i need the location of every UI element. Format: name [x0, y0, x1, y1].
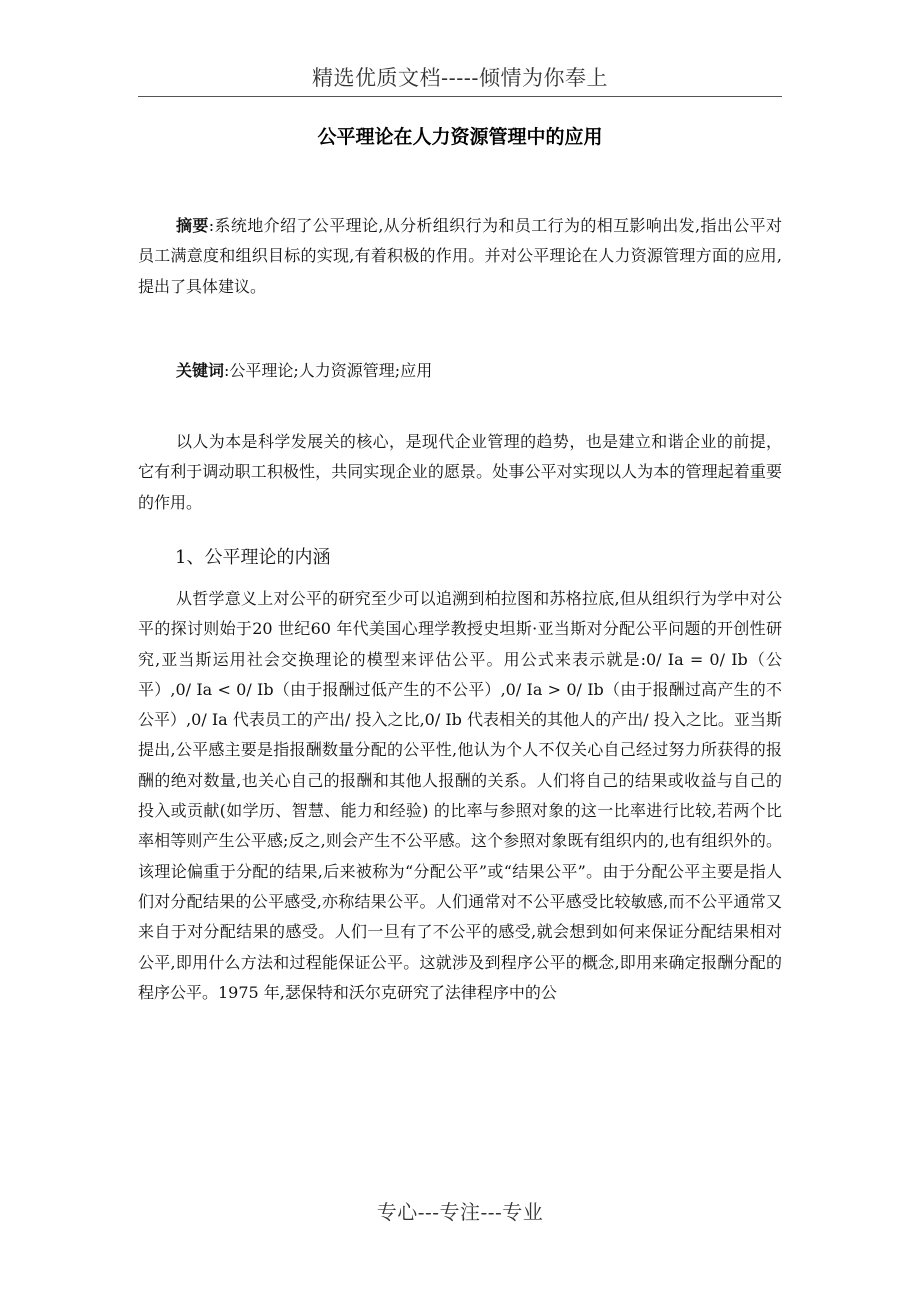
section-heading: 1、公平理论的内涵: [175, 547, 331, 568]
keywords-label: 关键词: [176, 361, 225, 380]
page-footer: 专心---专注---专业: [376, 1200, 544, 1224]
abstract-label: 摘要: [176, 216, 209, 235]
abstract-paragraph: [138, 211, 782, 302]
abstract-text: :系统地介绍了公平理论,从分析组织行为和员工行为的相互影响出发,指出公平对员工满意度和组织目标的实现,有着积极的作用。并对公平理论在人力资源管理方面的应用,提出了具体建议。: [138, 216, 782, 296]
keywords-paragraph: [138, 356, 782, 386]
intro-paragraph: 以人为本是科学发展关的核心，是现代企业管理的趋势，也是建立和谐企业的前提，它有利于调动职工积极性，共同实现企业的愿景。处事公平对实现以人为本的管理起着重要的作用。: [138, 432, 782, 512]
keywords-text: :公平理论;人力资源管理;应用: [224, 361, 433, 380]
document-title: 公平理论在人力资源管理中的应用: [317, 126, 603, 148]
section-paragraph: 从哲学意义上对公平的研究至少可以追溯到柏拉图和苏格拉底,但从组织行为学中对公平的探讨则始于20 世纪60 年代美国心理学教授史坦斯·亚当斯对分配公平问题的开创性研究,亚当斯运用社会交换理论的模型来评估公平。用公式来表示就是:0/ Ia = 0/ Ib（公平）,0/ Ia < 0/ Ib（由于报酬过低产生的不公平）,0/ Ia > 0/ Ib（由于报酬过高产生的不公平）,0/ Ia 代表员工的产出/ 投入之比,0/ Ib 代表相关的其他人的产出/ 投入之比。亚当斯提出,公平感主要是指报酬数量分配的公平性,他认为个人不仅关心自己经过努力所获得的报酬的绝对数量,也关心自己的报酬和其他人报酬的关系。人们将自己的结果或收益与自己的投入或贡献(如学历、智慧、能力和经验) 的比率与参照对象的这一比率进行比较,若两个比率相等则产生公平感;反之,则会产生不公平感。这个参照对象既有组织内的,也有组织外的。该理论偏重于分配的结果,后来被称为“分配公平”或“结果公平”。由于分配公平主要是指人们对分配结果的公平感受,亦称结果公平。人们通常对不公平感受比较敏感,而不公平通常又来自于对分配结果的感受。人们一旦有了不公平的感受,就会想到如何来保证分配结果相对公平,即用什么方法和过程能保证公平。这就涉及到程序公平的概念,即用来确定报酬分配的程序公平。1975 年,瑟保特和沃尔克研究了法律程序中的公: [138, 589, 782, 1002]
page-header: 精选优质文档-----倾情为你奉上: [312, 66, 608, 90]
header-divider: [138, 96, 782, 97]
